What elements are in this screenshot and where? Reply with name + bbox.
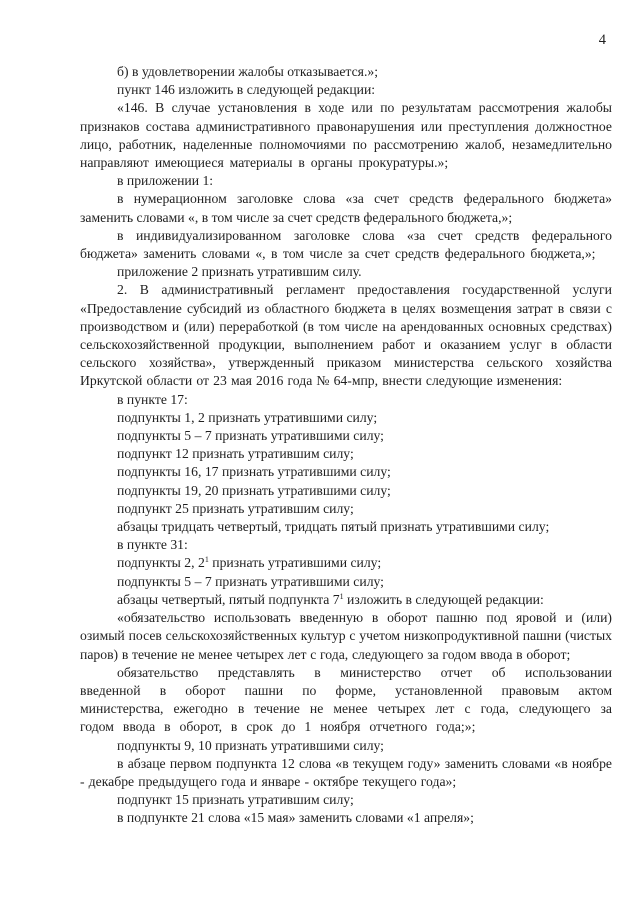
paragraph-subpoint-15: подпункт 15 признать утратившим силу; bbox=[117, 792, 354, 808]
paragraph-subpoint-25: подпункт 25 признать утратившим силу; bbox=[117, 500, 354, 516]
paragraph-subpoint-12: подпункт 12 признать утратившим силу; bbox=[117, 446, 354, 462]
paragraph-annex-2-repeal: приложение 2 признать утратившим силу. bbox=[117, 264, 362, 280]
paragraph-obligation-report: обязательство представлять в министерство отчет об использовании введенной в оборот пашни по форме, установленной правовым актом министерства, ежегодно в течение не менее четырех лет с года, следующего за годом ввода в оборот, в срок до 1 ноября отчетного года;»; bbox=[80, 664, 612, 735]
superscript: 1 bbox=[339, 591, 344, 601]
paragraph-obligation-use-arable-land: «обязательство использовать введенную в оборот пашню под яровой и (или) озимый посев сельскохозяйственных культур с учетом низкопродуктивной пашни (чистых паров) в течение не менее четырех лет с года, следующего за годом ввода в оборот; bbox=[80, 610, 612, 662]
text-segment: изложить в следующей редакции: bbox=[343, 591, 544, 607]
paragraph-paragraphs-34-35: абзацы тридцать четвертый, тридцать пятый признать утратившими силу; bbox=[117, 519, 550, 535]
paragraph-individualized-heading-change: в индивидуализированном заголовке слова «за счет средств федерального бюджета» заменить словами «, в том числе за счет средств федерального бюджета,»; bbox=[80, 227, 612, 262]
paragraph-point-31-intro: в пункте 31: bbox=[117, 537, 188, 553]
paragraph-regulation-amendment: 2. В административный регламент предоставления государственной услуги «Предоставление субсидий из областного бюджета в целях возмещения затрат в связи с производством и (или) переработкой (в том числе на арендованных основных средствах) сельскохозяйственной продукции, выполнением работ и оказанием услуг в области сельского хозяйства», утвержденный приказом министерства сельского хозяйства Иркутской области от 23 мая 2016 года № 64-мпр, внести следующие изменения: bbox=[80, 282, 612, 389]
document-body bbox=[80, 63, 612, 828]
paragraph-subpoints-16-17: подпункты 16, 17 признать утратившими силу; bbox=[117, 464, 391, 480]
text-segment: признать утратившими силу; bbox=[208, 555, 382, 571]
paragraph-complaint-refusal: б) в удовлетворении жалобы отказывается.»; bbox=[117, 64, 379, 79]
text-segment: подпункты 2, 2 bbox=[117, 555, 205, 571]
paragraph-annex-1-intro: в приложении 1: bbox=[117, 173, 214, 189]
paragraph-subpoints-5-7: подпункты 5 – 7 признать утратившими силу; bbox=[117, 428, 384, 444]
paragraph-subpoints-5-7-second: подпункты 5 – 7 признать утратившими силу; bbox=[117, 573, 384, 589]
paragraph-subpoints-1-2: подпункты 1, 2 признать утратившими силу; bbox=[117, 409, 378, 425]
paragraph-subpoint-21-change: в подпункте 21 слова «15 мая» заменить словами «1 апреля»; bbox=[117, 810, 474, 826]
page-number: 4 bbox=[598, 32, 606, 48]
paragraph-subpoints-2-21 bbox=[80, 554, 612, 572]
paragraph-point-17-intro: в пункте 17: bbox=[117, 391, 188, 407]
paragraph-numbered-heading-change: в нумерационном заголовке слова «за счет средств федерального бюджета» заменить словами «, в том числе за счет средств федерального бюджета,»; bbox=[80, 191, 612, 225]
paragraph-subpoint-71-paragraphs bbox=[80, 591, 612, 609]
paragraph-subpoint-12-change: в абзаце первом подпункта 12 слова «в текущем году» заменить словами «в ноябре - декабре предыдущего года и январе - октябре текущего года»; bbox=[80, 755, 612, 789]
paragraph-point-146-intro: пункт 146 изложить в следующей редакции: bbox=[117, 82, 376, 98]
superscript: 1 bbox=[204, 555, 209, 565]
paragraph-subpoints-9-10: подпункты 9, 10 признать утратившими силу; bbox=[117, 737, 384, 753]
text-segment: абзацы четвертый, пятый подпункта 7 bbox=[117, 591, 340, 607]
paragraph-point-146-text: «146. В случае установления в ходе или по результатам рассмотрения жалобы признаков состава административного правонарушения или преступления должностное лицо, работник, наделенные полномочиями по рассмотрению жалоб, незамедлительно направляют имеющиеся материалы в органы прокуратуры.»; bbox=[80, 100, 612, 171]
paragraph-subpoints-19-20: подпункты 19, 20 признать утратившими силу; bbox=[117, 482, 391, 498]
